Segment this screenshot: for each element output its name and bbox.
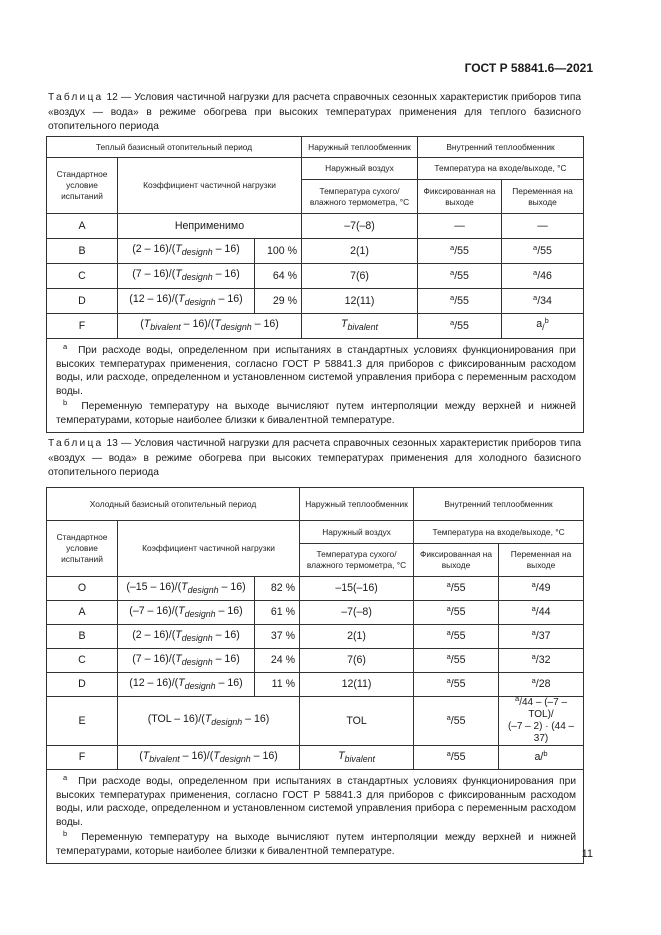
table-row: [47, 697, 584, 746]
table-label: Таблица: [48, 92, 104, 103]
fixed-outlet-cell: $^a$/55: [418, 314, 502, 339]
header-inner-exchanger: Внутренний теплообменник: [414, 488, 584, 521]
outer-temp-cell: $T_{bivalent}$: [300, 746, 414, 770]
variable-outlet-cell: $^a$/55: [502, 239, 584, 264]
fixed-outlet-cell: $^a$/55: [414, 601, 499, 625]
coefficient-cell: Неприменимо: [118, 214, 302, 239]
table-row: [47, 625, 584, 649]
percent-cell: 24 %: [255, 649, 300, 673]
table-row: [47, 289, 584, 314]
fixed-outlet-cell: $^a$/55: [414, 746, 499, 770]
header-coefficient: Коэффициент частичной нагрузки: [118, 521, 300, 577]
variable-outlet-cell: $^a$/44 – (–7 – TOL)/ (–7 – 2) · (44 – 37): [499, 697, 584, 746]
header-outer-air: Наружный воздух: [302, 158, 418, 180]
footnote-b: $^b$ Переменную температуру на выходе вычисляют путем интерполяции между верхней и нижней температурами, которые наиболее близки к бивалентной температуре.: [56, 398, 576, 426]
table-row: [47, 239, 584, 264]
coefficient-cell: $(-7 - 16)/(T_{designh} - 16)$: [118, 601, 255, 625]
table-12-caption: [48, 91, 581, 135]
outer-temp-cell: –15(–16): [300, 577, 414, 601]
header-inner-exchanger: Внутренний теплообменник: [418, 137, 584, 158]
coefficient-cell: $(7 - 16)/(T_{designh} - 16)$: [118, 264, 255, 289]
percent-cell: 37 %: [255, 625, 300, 649]
variable-outlet-cell: $^a$/28: [499, 673, 584, 697]
header-period: Холодный базисный отопительный период: [47, 488, 300, 521]
coefficient-cell: $(-15 - 16)/(T_{designh} - 16)$: [118, 577, 255, 601]
outer-temp-cell: –7(–8): [300, 601, 414, 625]
table-row: [47, 649, 584, 673]
outer-temp-cell: 12(11): [302, 289, 418, 314]
variable-outlet-cell: $^a$/32: [499, 649, 584, 673]
outer-temp-cell: 7(6): [302, 264, 418, 289]
outer-temp-cell: 7(6): [300, 649, 414, 673]
variable-outlet-cell: $^a$/34: [502, 289, 584, 314]
variable-outlet-cell: $^a$/37: [499, 625, 584, 649]
table-12: [46, 136, 584, 433]
percent-cell: 64 %: [255, 264, 302, 289]
percent-cell: 100 %: [255, 239, 302, 264]
header-outer-air: Наружный воздух: [300, 521, 414, 544]
header-variable-outlet: Переменная на выходе: [499, 544, 584, 577]
condition-cell: E: [47, 697, 118, 746]
coefficient-cell: $(TOL - 16)/(T_{designh} - 16)$: [118, 697, 300, 746]
header-outer-exchanger: Наружный теплообменник: [302, 137, 418, 158]
condition-cell: C: [47, 649, 118, 673]
header-fixed-outlet: Фиксированная на выходе: [418, 180, 502, 214]
header-fixed-outlet: Фиксированная на выходе: [414, 544, 499, 577]
table-footnotes: [47, 770, 584, 864]
header-period: Теплый базисный отопительный период: [47, 137, 302, 158]
variable-outlet-cell: —: [502, 214, 584, 239]
fixed-outlet-cell: $^a$/55: [414, 697, 499, 746]
percent-cell: 11 %: [255, 673, 300, 697]
condition-cell: A: [47, 601, 118, 625]
fixed-outlet-cell: $^a$/55: [418, 289, 502, 314]
coefficient-cell: $(7 - 16)/(T_{designh} - 16)$: [118, 649, 255, 673]
outer-temp-cell: –7(–8): [302, 214, 418, 239]
table-footnotes: [47, 339, 584, 433]
table-row: [47, 601, 584, 625]
fixed-outlet-cell: $^a$/55: [414, 625, 499, 649]
fixed-outlet-cell: $^a$/55: [418, 239, 502, 264]
condition-cell: A: [47, 214, 118, 239]
variable-outlet-cell: $a_/^b$: [502, 314, 584, 339]
coefficient-cell: $(2 - 16)/(T_{designh} - 16)$: [118, 625, 255, 649]
fixed-outlet-cell: $^a$/55: [414, 577, 499, 601]
table-row: [47, 577, 584, 601]
table-caption-text: 13 — Условия частичной нагрузки для расчета справочных сезонных характеристик приборов типа «воздух — вода» в режиме обогрева при высоких температурах применения для холодного базисного отопительного периода: [48, 438, 581, 478]
percent-cell: 82 %: [255, 577, 300, 601]
outer-temp-cell: 2(1): [302, 239, 418, 264]
outer-temp-cell: 2(1): [300, 625, 414, 649]
document-code-header: ГОСТ Р 58841.6—2021: [464, 61, 593, 75]
coefficient-cell: $(12 - 16)/(T_{designh} - 16)$: [118, 673, 255, 697]
table-label: Таблица: [48, 438, 104, 449]
condition-cell: D: [47, 289, 118, 314]
header-coefficient: Коэффициент частичной нагрузки: [118, 158, 302, 214]
header-standard-condition: Стандартное условие испытаний: [47, 521, 118, 577]
condition-cell: B: [47, 625, 118, 649]
condition-cell: F: [47, 314, 118, 339]
table-row: [47, 214, 584, 239]
coefficient-cell: $(T_{bivalent} - 16)/(T_{designh} - 16)$: [118, 746, 300, 770]
fixed-outlet-cell: —: [418, 214, 502, 239]
percent-cell: 29 %: [255, 289, 302, 314]
variable-outlet-cell: $^a$/49: [499, 577, 584, 601]
condition-cell: C: [47, 264, 118, 289]
outer-temp-cell: $T_{bivalent}$: [302, 314, 418, 339]
condition-cell: B: [47, 239, 118, 264]
variable-outlet-cell: $^a$/44: [499, 601, 584, 625]
coefficient-cell: $(12 - 16)/(T_{designh} - 16)$: [118, 289, 255, 314]
footnote-b: $^b$ Переменную температуру на выходе вычисляют путем интерполяции между верхней и нижней температурами, которые наиболее близки к бивалентной температуре.: [56, 829, 577, 857]
condition-cell: O: [47, 577, 118, 601]
variable-outlet-cell: $^a$/46: [502, 264, 584, 289]
table-13-caption: [48, 437, 581, 481]
header-inlet-outlet-temp: Температура на входе/выходе, °C: [418, 158, 584, 180]
header-variable-outlet: Переменная на выходе: [502, 180, 584, 214]
variable-outlet-cell: a/$^b$: [499, 746, 584, 770]
footnote-a: $^a$ При расходе воды, определенном при испытаниях в стандартных условиях функционирования при высоких температурах применения, согласно ГОСТ Р 58841.3 для приборов с фиксированным расходом воды, или расходе, определенном и установленном системой управления прибора с переменным расходом воды.: [56, 342, 576, 397]
fixed-outlet-cell: $^a$/55: [414, 649, 499, 673]
coefficient-cell: $(T_{bivalent} - 16)/(T_{designh} - 16)$: [118, 314, 302, 339]
table-row: [47, 673, 584, 697]
header-dry-wet-temp: Температура сухого/ влажного термометра, °C: [302, 180, 418, 214]
header-outer-exchanger: Наружный теплообменник: [300, 488, 414, 521]
fixed-outlet-cell: $^a$/55: [418, 264, 502, 289]
coefficient-cell: $(2 - 16)/(T_{designh} - 16)$: [118, 239, 255, 264]
header-dry-wet-temp: Температура сухого/ влажного термометра, °C: [300, 544, 414, 577]
table-13: [46, 487, 584, 864]
condition-cell: F: [47, 746, 118, 770]
footnote-a: $^a$ При расходе воды, определенном при испытаниях в стандартных условиях функционирования при высоких температурах применения, согласно ГОСТ Р 58841.3 для приборов с фиксированным расходом воды, или расходе, определенном и установленном системой управления прибора с переменным расходом воды.: [56, 773, 577, 828]
outer-temp-cell: 12(11): [300, 673, 414, 697]
outer-temp-cell: TOL: [300, 697, 414, 746]
page-number: 11: [581, 848, 593, 860]
fixed-outlet-cell: $^a$/55: [414, 673, 499, 697]
table-row: [47, 264, 584, 289]
header-inlet-outlet-temp: Температура на входе/выходе, °C: [414, 521, 584, 544]
header-standard-condition: Стандартное условие испытаний: [47, 158, 118, 214]
condition-cell: D: [47, 673, 118, 697]
table-row: [47, 746, 584, 770]
percent-cell: 61 %: [255, 601, 300, 625]
table-caption-text: 12 — Условия частичной нагрузки для расчета справочных сезонных характеристик приборов типа «воздух — вода» в режиме обогрева при высоких температурах применения для теплого базисного отопительного периода: [48, 92, 581, 132]
table-row: [47, 314, 584, 339]
